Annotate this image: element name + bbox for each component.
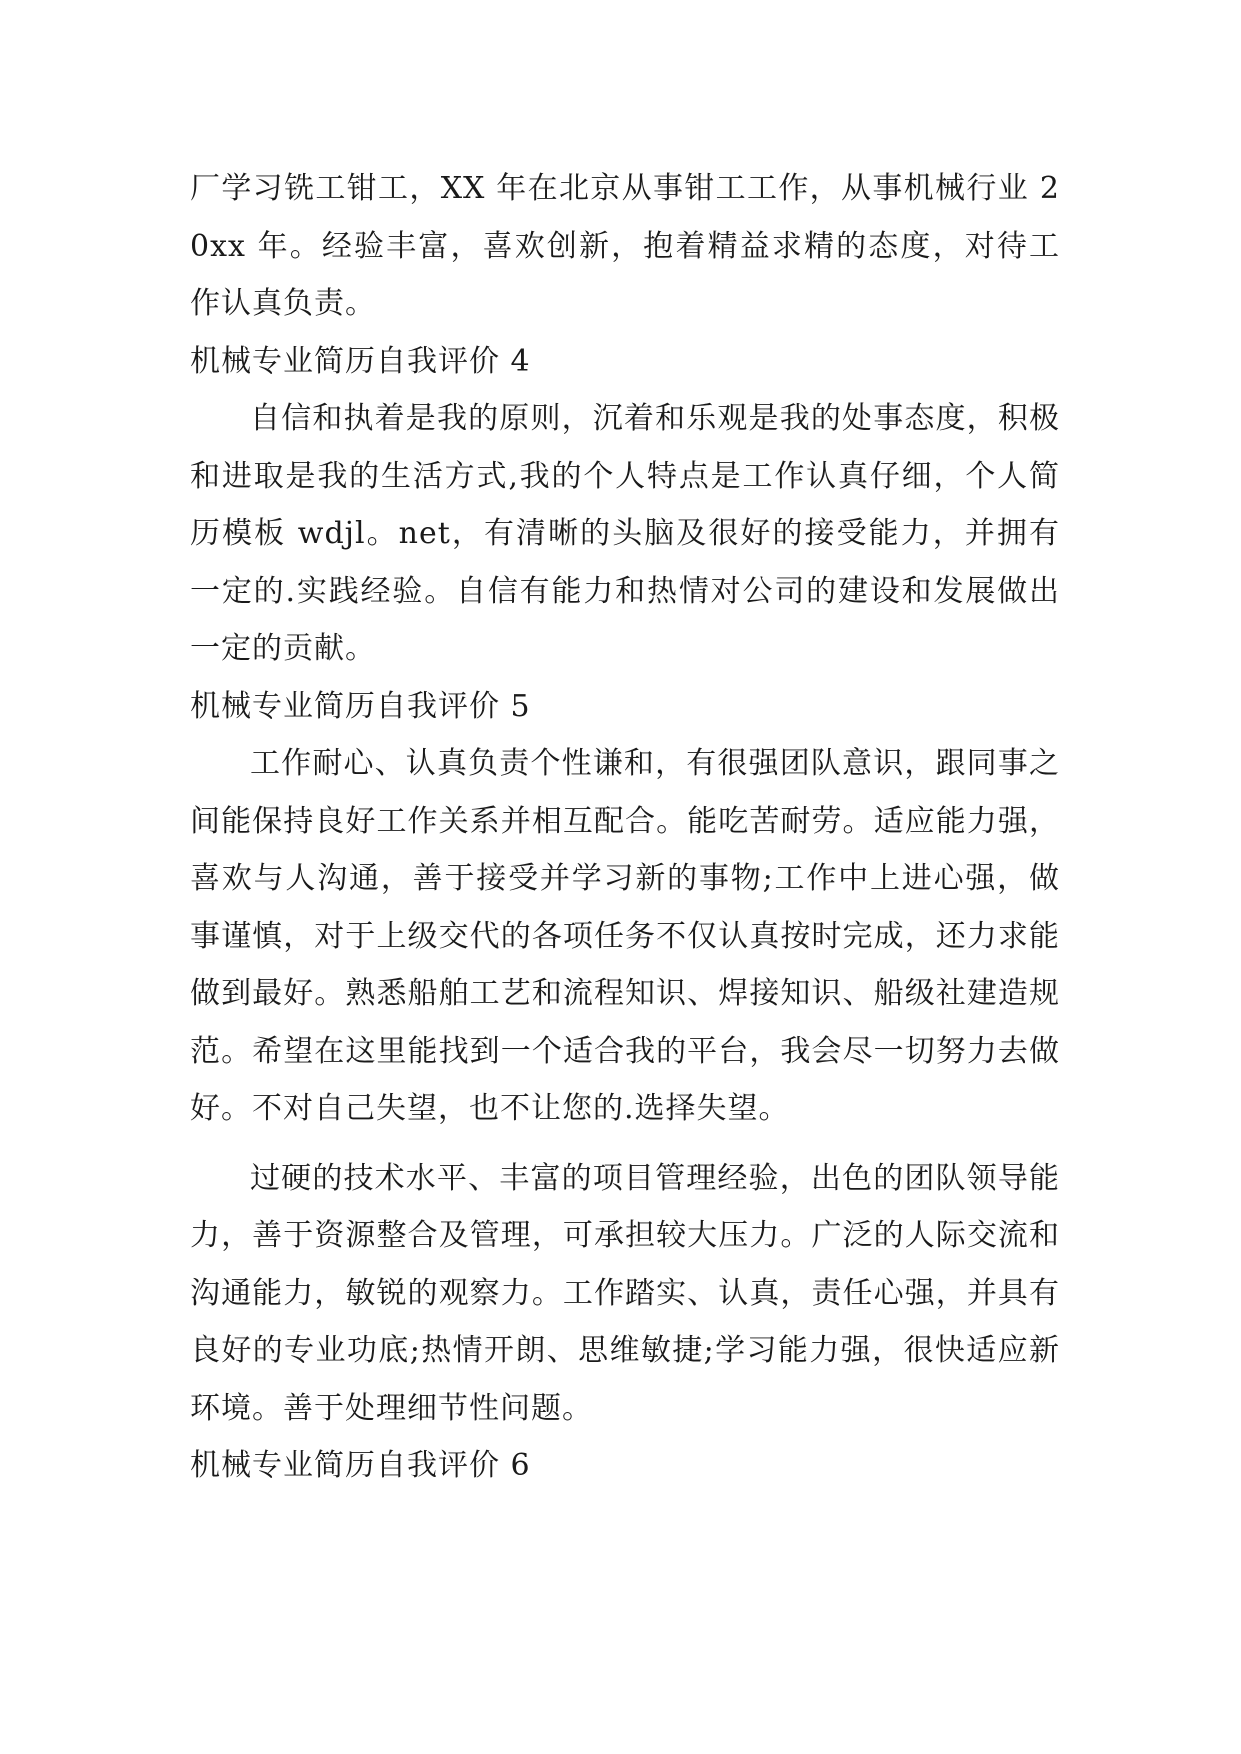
section-4-paragraph: 自信和执着是我的原则，沉着和乐观是我的处事态度，积极和进取是我的生活方式,我的个人特点是工作认真仔细，个人简历模板 wdjl。net，有清晰的头脑及很好的接受能力，并拥有一定的.实践经验。自信有能力和热情对公司的建设和发展做出一定的贡献。 xyxy=(190,401,1060,666)
section-heading-4: 机械专业简历自我评价 4 xyxy=(190,343,531,379)
continuation-paragraph: 厂学习铣工钳工，XX 年在北京从事钳工工作，从事机械行业 20xx 年。经验丰富，喜欢创新，抱着精益求精的态度，对待工作认真负责。 xyxy=(190,171,1060,321)
section-heading-5: 机械专业简历自我评价 5 xyxy=(190,688,531,724)
section-heading-6: 机械专业简历自我评价 6 xyxy=(190,1448,531,1483)
document-page xyxy=(190,160,1060,1495)
paragraph-gap xyxy=(190,1138,1060,1150)
section-5-paragraph-2: 过硬的技术水平、丰富的项目管理经验，出色的团队领导能力，善于资源整合及管理，可承担较大压力。广泛的人际交流和沟通能力，敏锐的观察力。工作踏实、认真，责任心强，并具有良好的专业功底;热情开朗、思维敏捷;学习能力强，很快适应新环境。善于处理细节性问题。 xyxy=(190,1160,1060,1426)
section-5-paragraph-1: 工作耐心、认真负责个性谦和，有很强团队意识，跟同事之间能保持良好工作关系并相互配合。能吃苦耐劳。适应能力强，喜欢与人沟通，善于接受并学习新的事物;工作中上进心强，做事谨慎，对于上级交代的各项任务不仅认真按时完成，还力求能做到最好。熟悉船舶工艺和流程知识、焊接知识、船级社建造规范。希望在这里能找到一个适合我的平台，我会尽一切努力去做好。不对自己失望，也不让您的.选择失望。 xyxy=(190,746,1060,1126)
